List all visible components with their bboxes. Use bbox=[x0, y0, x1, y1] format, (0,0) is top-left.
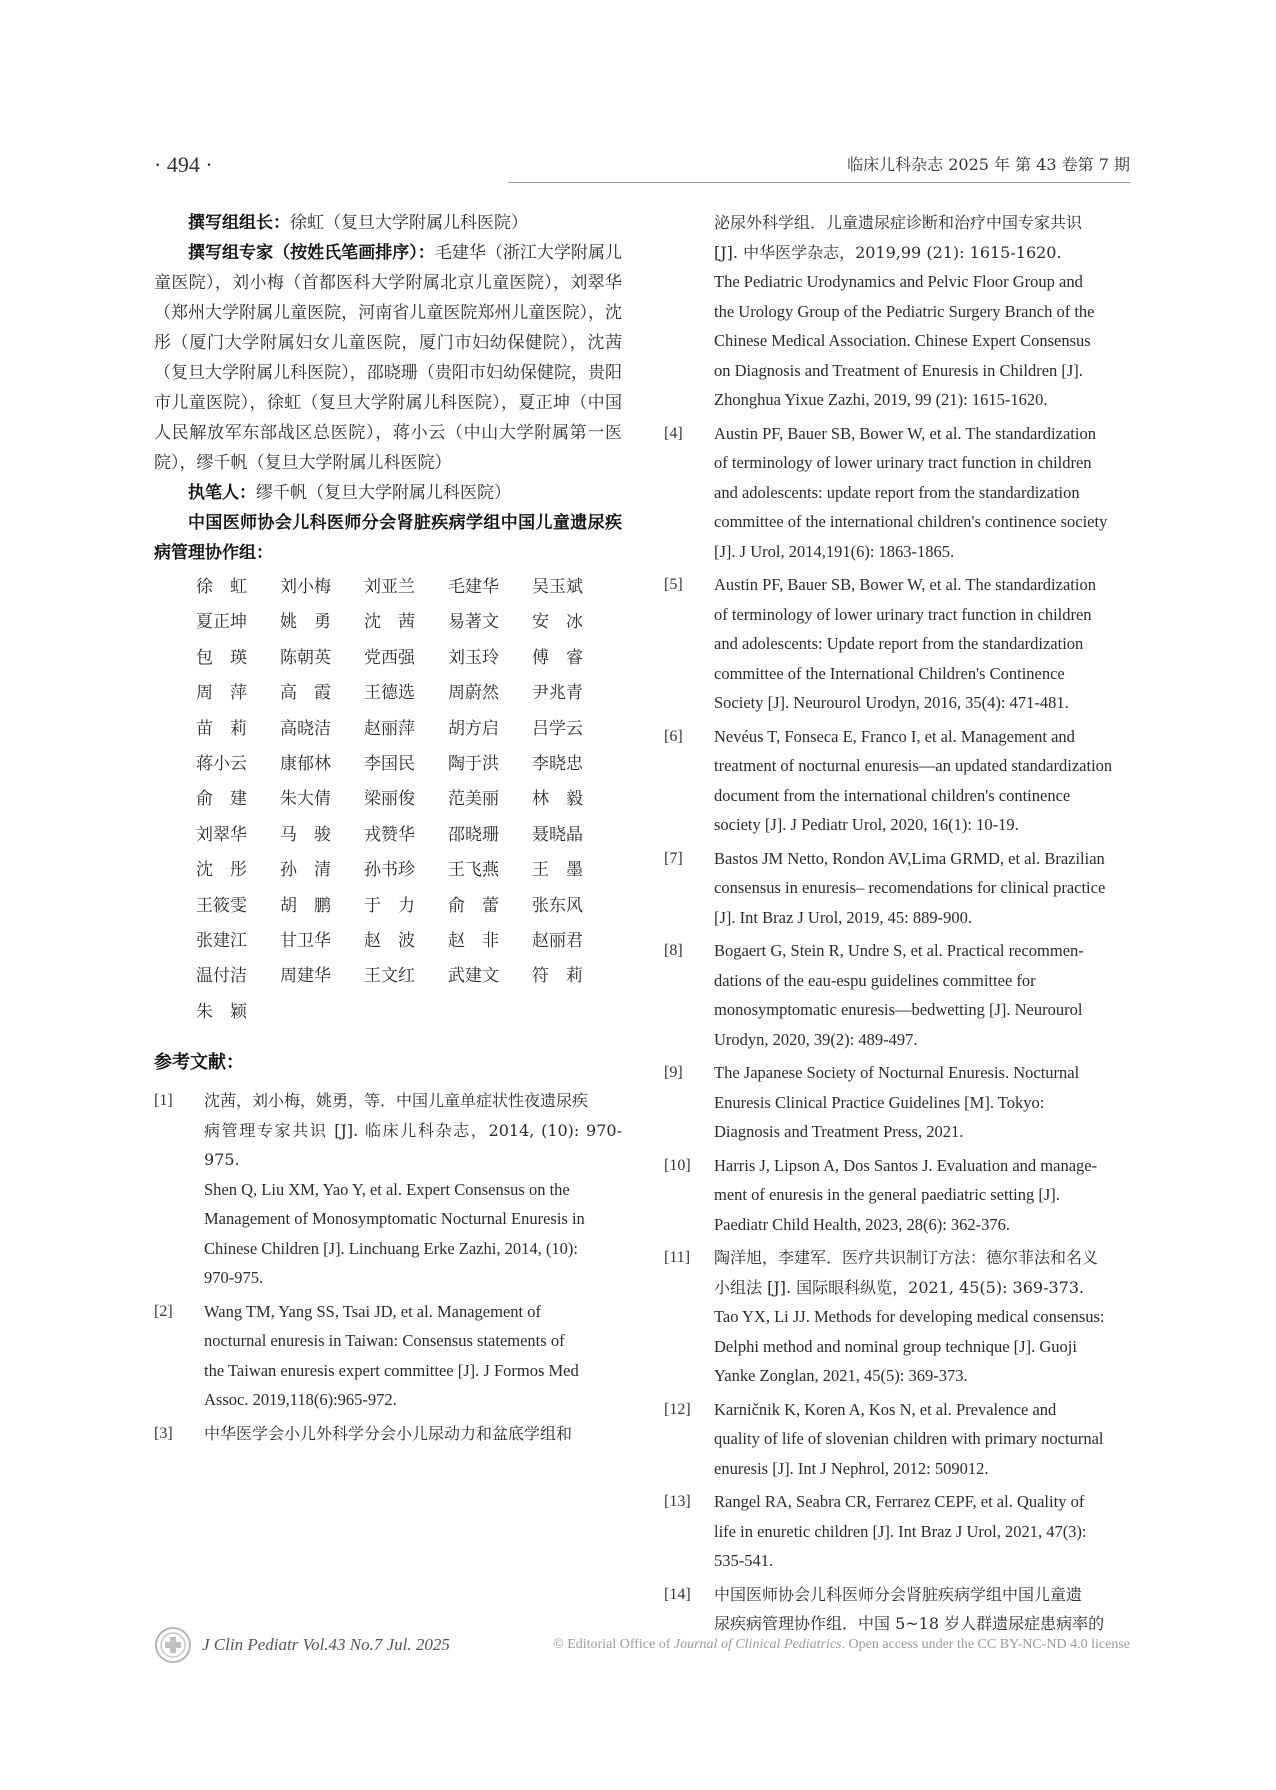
reference-line: 病管理专家共识 [J]. 临床儿科杂志，2014, (10): 970-975. bbox=[204, 1120, 622, 1170]
reference-line: Delphi method and nominal group technique [J]. Guoji bbox=[714, 1336, 1077, 1356]
reference-line: life in enuretic children [J]. Int Braz J Urol, 2021, 47(3): bbox=[714, 1521, 1087, 1541]
reference-item bbox=[664, 1151, 1130, 1240]
reference-number: [10] bbox=[664, 1156, 691, 1174]
reference-line: dations of the eau-espu guidelines committee for bbox=[714, 970, 1036, 990]
reference-line: nocturnal enuresis in Taiwan: Consensus statements of bbox=[204, 1331, 565, 1351]
reference-number: [14] bbox=[664, 1585, 691, 1603]
member-name: 吴玉斌 bbox=[532, 577, 583, 597]
member-name: 尹兆青 bbox=[532, 683, 583, 704]
member-name: 赵丽萍 bbox=[364, 718, 415, 739]
writer bbox=[154, 478, 622, 508]
member-name: 于 力 bbox=[364, 895, 415, 916]
reference-line: Shen Q, Liu XM, Yao Y, et al. Expert Consensus on the bbox=[204, 1179, 570, 1199]
reference-text bbox=[714, 570, 1130, 718]
member-name: 刘小梅 bbox=[280, 577, 331, 597]
member-name: 傅 睿 bbox=[532, 647, 583, 668]
reference-line: Yanke Zonglan, 2021, 45(5): 369-373. bbox=[714, 1366, 968, 1385]
reference-line: on Diagnosis and Treatment of Enuresis in Children [J]. bbox=[714, 360, 1083, 380]
reference-line: of terminology of lower urinary tract function in children bbox=[714, 453, 1092, 472]
member-name: 王文红 bbox=[364, 966, 415, 987]
reference-number: [12] bbox=[664, 1400, 691, 1418]
member-name: 易著文 bbox=[448, 612, 499, 633]
reference-line: Austin PF, Bauer SB, Bower W, et al. The standardization bbox=[714, 575, 1096, 594]
writer-label: 执笔人： bbox=[188, 483, 256, 503]
reference-item bbox=[664, 1395, 1130, 1484]
reference-line: of terminology of lower urinary tract function in children bbox=[714, 604, 1092, 624]
reference-line: Bogaert G, Stein R, Undre S, et al. Practical recommen- bbox=[714, 941, 1084, 960]
member-name: 张建江 bbox=[196, 931, 247, 952]
reference-line: Diagnosis and Treatment Press, 2021. bbox=[714, 1122, 964, 1141]
reference-line: The Japanese Society of Nocturnal Enuresis. Nocturnal bbox=[714, 1063, 1080, 1082]
member-name: 刘亚兰 bbox=[364, 577, 415, 597]
reference-number: [5] bbox=[664, 576, 683, 593]
license-journal: Journal of Clinical Pediatrics bbox=[673, 1637, 842, 1652]
reference-text bbox=[204, 1297, 622, 1415]
reference-item bbox=[154, 1419, 622, 1449]
leader-text: 徐虹（复旦大学附属儿科医院） bbox=[290, 213, 528, 233]
member-name: 武建文 bbox=[448, 966, 499, 987]
reference-line: ment of enuresis in the general paediatric setting [J]. bbox=[714, 1185, 1060, 1204]
reference-line: society [J]. J Pediatr Urol, 2020, 16(1): 10-19. bbox=[714, 815, 1019, 834]
reference-number: [4] bbox=[664, 424, 683, 442]
footer bbox=[154, 1626, 1130, 1666]
journal-logo-icon bbox=[154, 1626, 192, 1664]
reference-line: [J]. Int Braz J Urol, 2019, 45: 889-900. bbox=[714, 907, 973, 927]
reference-line: Nevéus T, Fonseca E, Franco I, et al. Management and bbox=[714, 726, 1075, 746]
member-name: 李国民 bbox=[364, 754, 415, 775]
reference-item bbox=[154, 1297, 622, 1415]
page-number: · 494 · bbox=[154, 152, 213, 177]
member-name: 林 毅 bbox=[532, 789, 583, 810]
reference-text bbox=[714, 419, 1130, 567]
member-name: 孙书珍 bbox=[364, 860, 415, 881]
member-name: 胡 鹏 bbox=[280, 895, 331, 916]
reference-item bbox=[664, 570, 1130, 718]
reference-item bbox=[664, 936, 1130, 1054]
running-header: 临床儿科杂志 2025 年 第 43 卷第 7 期 bbox=[847, 155, 1130, 174]
member-name: 李晓忠 bbox=[532, 754, 583, 775]
member-name: 康郁林 bbox=[280, 754, 331, 775]
member-name: 党西强 bbox=[364, 647, 415, 668]
reference-line: consensus in enuresis– recomendations for clinical practice bbox=[714, 878, 1106, 897]
reference-item bbox=[664, 1058, 1130, 1147]
member-name: 吕学云 bbox=[532, 718, 583, 739]
reference-line: 535-541. bbox=[714, 1551, 774, 1570]
member-name: 沈 彤 bbox=[196, 860, 247, 881]
reference-line: [J]. J Urol, 2014,191(6): 1863-1865. bbox=[714, 541, 955, 561]
reference-line: and adolescents: update report from the standardization bbox=[714, 482, 1080, 502]
reference-text bbox=[204, 1419, 622, 1449]
member-name: 朱 颖 bbox=[196, 1001, 247, 1022]
member-name: 周 萍 bbox=[196, 683, 247, 704]
reference-text bbox=[714, 1243, 1130, 1391]
reference-number: [1] bbox=[154, 1092, 173, 1110]
writer-text: 缪千帆（复旦大学附属儿科医院） bbox=[256, 483, 511, 503]
member-name: 王德选 bbox=[364, 683, 415, 704]
members-list bbox=[196, 570, 622, 1030]
reference-line: committee of the International Children's Continence bbox=[714, 663, 1065, 683]
reference-item bbox=[664, 1243, 1130, 1391]
member-name: 苗 莉 bbox=[196, 718, 247, 739]
member-name: 马 骏 bbox=[280, 824, 331, 845]
reference-number: [8] bbox=[664, 942, 683, 959]
member-name: 聂晓晶 bbox=[532, 824, 583, 845]
reference-line: Bastos JM Netto, Rondon AV,Lima GRMD, et al. Brazilian bbox=[714, 848, 1105, 868]
reference-number: [2] bbox=[154, 1302, 173, 1320]
reference-line: 尿疾病管理协作组．中国 5~18 岁人群遗尿症患病率的 bbox=[714, 1614, 1105, 1633]
license-suffix: . Open access under the CC BY-NC-ND 4.0 license bbox=[841, 1637, 1130, 1652]
reference-line: the Taiwan enuresis expert committee [J]. J Formos Med bbox=[204, 1360, 579, 1380]
reference-line: the Urology Group of the Pediatric Surgery Branch of the bbox=[714, 301, 1095, 321]
reference-line: Rangel RA, Seabra CR, Ferrarez CEPF, et al. Quality of bbox=[714, 1492, 1085, 1511]
reference-text bbox=[714, 1058, 1130, 1147]
reference-number: [7] bbox=[664, 849, 683, 867]
member-name: 朱大倩 bbox=[280, 789, 331, 810]
reference-line: Management of Monosymptomatic Nocturnal Enuresis in bbox=[204, 1209, 585, 1229]
reference-item bbox=[664, 1487, 1130, 1576]
member-name: 王 墨 bbox=[532, 860, 583, 881]
reference-line: Chinese Medical Association. Chinese Expert Consensus bbox=[714, 331, 1091, 350]
reference-text bbox=[714, 1395, 1130, 1484]
member-name: 符 莉 bbox=[532, 966, 583, 987]
reference-line: Zhonghua Yixue Zazhi, 2019, 99 (21): 1615-1620. bbox=[714, 390, 1048, 409]
reference-line: 陶洋旭，李建军．医疗共识制订方法：德尔菲法和名义 bbox=[714, 1248, 1099, 1267]
member-name: 包 瑛 bbox=[196, 647, 247, 668]
member-name: 王筱雯 bbox=[196, 895, 247, 916]
member-name: 温付洁 bbox=[196, 966, 247, 987]
left-column bbox=[154, 208, 622, 1452]
reference-text bbox=[714, 1487, 1130, 1576]
member-name: 俞 建 bbox=[196, 789, 247, 810]
reference-line: Harris J, Lipson A, Dos Santos J. Evaluation and manage- bbox=[714, 1155, 1098, 1175]
reference-line: Paediatr Child Health, 2023, 28(6): 362-376. bbox=[714, 1214, 1011, 1234]
member-name: 赵丽君 bbox=[532, 931, 583, 952]
reference-item bbox=[664, 208, 1130, 415]
license-text bbox=[553, 1637, 1130, 1653]
reference-text bbox=[714, 722, 1130, 840]
reference-line: Chinese Children [J]. Linchuang Erke Zazhi, 2014, (10): bbox=[204, 1238, 578, 1258]
reference-line: quality of life of slovenian children with primary nocturnal bbox=[714, 1429, 1104, 1448]
reference-text bbox=[714, 936, 1130, 1054]
member-name: 邵晓珊 bbox=[448, 824, 499, 845]
reference-line: 泌尿外科学组．儿童遗尿症诊断和治疗中国专家共识 bbox=[714, 213, 1083, 232]
reference-line: 中华医学会小儿外科学分会小儿尿动力和盆底学组和 bbox=[204, 1423, 573, 1443]
member-name: 陈朝英 bbox=[280, 647, 331, 668]
header-rule bbox=[508, 182, 1130, 183]
member-name: 沈 茜 bbox=[364, 612, 415, 633]
references-title: 参考文献： bbox=[154, 1052, 244, 1074]
references-left bbox=[154, 1086, 622, 1448]
member-name: 刘玉玲 bbox=[448, 647, 499, 668]
reference-number: [11] bbox=[664, 1249, 691, 1266]
member-name: 夏正坤 bbox=[196, 612, 247, 633]
member-name: 徐 虹 bbox=[196, 577, 247, 597]
reference-line: and adolescents: Update report from the standardization bbox=[714, 634, 1084, 653]
member-name: 王飞燕 bbox=[448, 860, 499, 881]
license-prefix: © Editorial Office of bbox=[553, 1637, 674, 1652]
member-name: 赵 非 bbox=[448, 931, 499, 952]
reference-line: Urodyn, 2020, 39(2): 489-497. bbox=[714, 1029, 918, 1049]
reference-line: Society [J]. Neurourol Urodyn, 2016, 35(4): 471-481. bbox=[714, 693, 1069, 712]
member-name: 陶于洪 bbox=[448, 754, 499, 775]
reference-line: treatment of nocturnal enuresis—an updated standardization bbox=[714, 756, 1113, 775]
experts-text: 毛建华（浙江大学附属儿童医院），刘小梅（首都医科大学附属北京儿童医院），刘翠华（郑州大学附属儿童医院，河南省儿童医院郑州儿童医院），沈彤（厦门大学附属妇女儿童医院，厦门市妇幼保健院），沈茜（复旦大学附属儿科医院），邵晓珊（贵阳市妇幼保健院，贵阳市儿童医院），徐虹（复旦大学附属儿科医院），夏正坤（中国人民解放军东部战区总医院），蒋小云（中山大学附属第一医院），缪千帆（复旦大学附属儿科医院） bbox=[154, 243, 623, 473]
member-name: 俞 蕾 bbox=[448, 895, 499, 916]
reference-line: The Pediatric Urodynamics and Pelvic Floor Group and bbox=[714, 272, 1083, 291]
reference-item bbox=[664, 722, 1130, 840]
reference-number: [3] bbox=[154, 1424, 173, 1442]
leader-label: 撰写组组长： bbox=[188, 213, 290, 233]
member-name: 赵 波 bbox=[364, 931, 415, 952]
right-column bbox=[664, 208, 1130, 1643]
reference-line: 沈茜，刘小梅，姚勇，等．中国儿童单症状性夜遗尿疾 bbox=[204, 1091, 589, 1111]
member-name: 甘卫华 bbox=[280, 931, 331, 952]
reference-line: Wang TM, Yang SS, Tsai JD, et al. Management of bbox=[204, 1301, 541, 1321]
member-name: 刘翠华 bbox=[196, 824, 247, 845]
member-name: 蒋小云 bbox=[196, 754, 247, 775]
reference-line: 小组法 [J]. 国际眼科纵览，2021, 45(5): 369-373. bbox=[714, 1277, 1085, 1297]
reference-text bbox=[714, 208, 1130, 415]
reference-item bbox=[664, 844, 1130, 933]
member-name: 范美丽 bbox=[448, 789, 499, 810]
experts-label: 撰写组专家（按姓氏笔画排序）： bbox=[188, 243, 435, 263]
member-name: 高晓洁 bbox=[280, 718, 331, 739]
writing-group-experts bbox=[154, 238, 622, 478]
member-name: 张东风 bbox=[532, 895, 583, 916]
reference-text bbox=[714, 844, 1130, 933]
reference-line: Enuresis Clinical Practice Guidelines [M]. Tokyo: bbox=[714, 1092, 1045, 1112]
member-name: 周蔚然 bbox=[448, 683, 499, 704]
member-name: 周建华 bbox=[280, 966, 331, 987]
member-name: 孙 清 bbox=[280, 860, 331, 881]
member-name: 胡方启 bbox=[448, 718, 499, 739]
reference-line: 970-975. bbox=[204, 1268, 264, 1288]
references-right bbox=[664, 208, 1130, 1639]
reference-line: enuresis [J]. Int J Nephrol, 2012: 509012. bbox=[714, 1458, 989, 1478]
reference-line: [J]. 中华医学杂志，2019,99 (21): 1615-1620. bbox=[714, 242, 1062, 262]
reference-number: [13] bbox=[664, 1493, 691, 1510]
member-name: 戎赞华 bbox=[364, 824, 415, 845]
reference-line: monosymptomatic enuresis—bedwetting [J]. Neurourol bbox=[714, 1000, 1083, 1019]
reference-line: Assoc. 2019,118(6):965-972. bbox=[204, 1390, 397, 1410]
reference-line: Karničnik K, Koren A, Kos N, et al. Prevalence and bbox=[714, 1399, 1057, 1419]
reference-line: committee of the international children's continence society bbox=[714, 512, 1108, 531]
reference-line: Austin PF, Bauer SB, Bower W, et al. The standardization bbox=[714, 423, 1096, 443]
reference-item bbox=[154, 1086, 622, 1293]
reference-line: document from the international children's continence bbox=[714, 785, 1071, 805]
member-name: 毛建华 bbox=[448, 577, 499, 597]
member-name: 姚 勇 bbox=[280, 612, 331, 633]
reference-text bbox=[204, 1086, 622, 1293]
writing-group-leader bbox=[154, 208, 622, 238]
member-name: 安 冰 bbox=[532, 612, 583, 633]
journal-citation: J Clin Pediatr Vol.43 No.7 Jul. 2025 bbox=[202, 1635, 450, 1654]
reference-line: Tao YX, Li JJ. Methods for developing medical consensus: bbox=[714, 1307, 1105, 1326]
reference-text bbox=[714, 1151, 1130, 1240]
member-name: 梁丽俊 bbox=[364, 789, 415, 810]
reference-line: 中国医师协会儿科医师分会肾脏疾病学组中国儿童遗 bbox=[714, 1584, 1083, 1604]
collaboration-group-title: 中国医师协会儿科医师分会肾脏疾病学组中国儿童遗尿疾病管理协作组： bbox=[154, 513, 622, 563]
reference-number bbox=[664, 208, 714, 415]
member-name: 高 霞 bbox=[280, 683, 331, 704]
reference-item bbox=[664, 419, 1130, 567]
reference-number: [6] bbox=[664, 727, 683, 745]
reference-number: [9] bbox=[664, 1064, 683, 1081]
